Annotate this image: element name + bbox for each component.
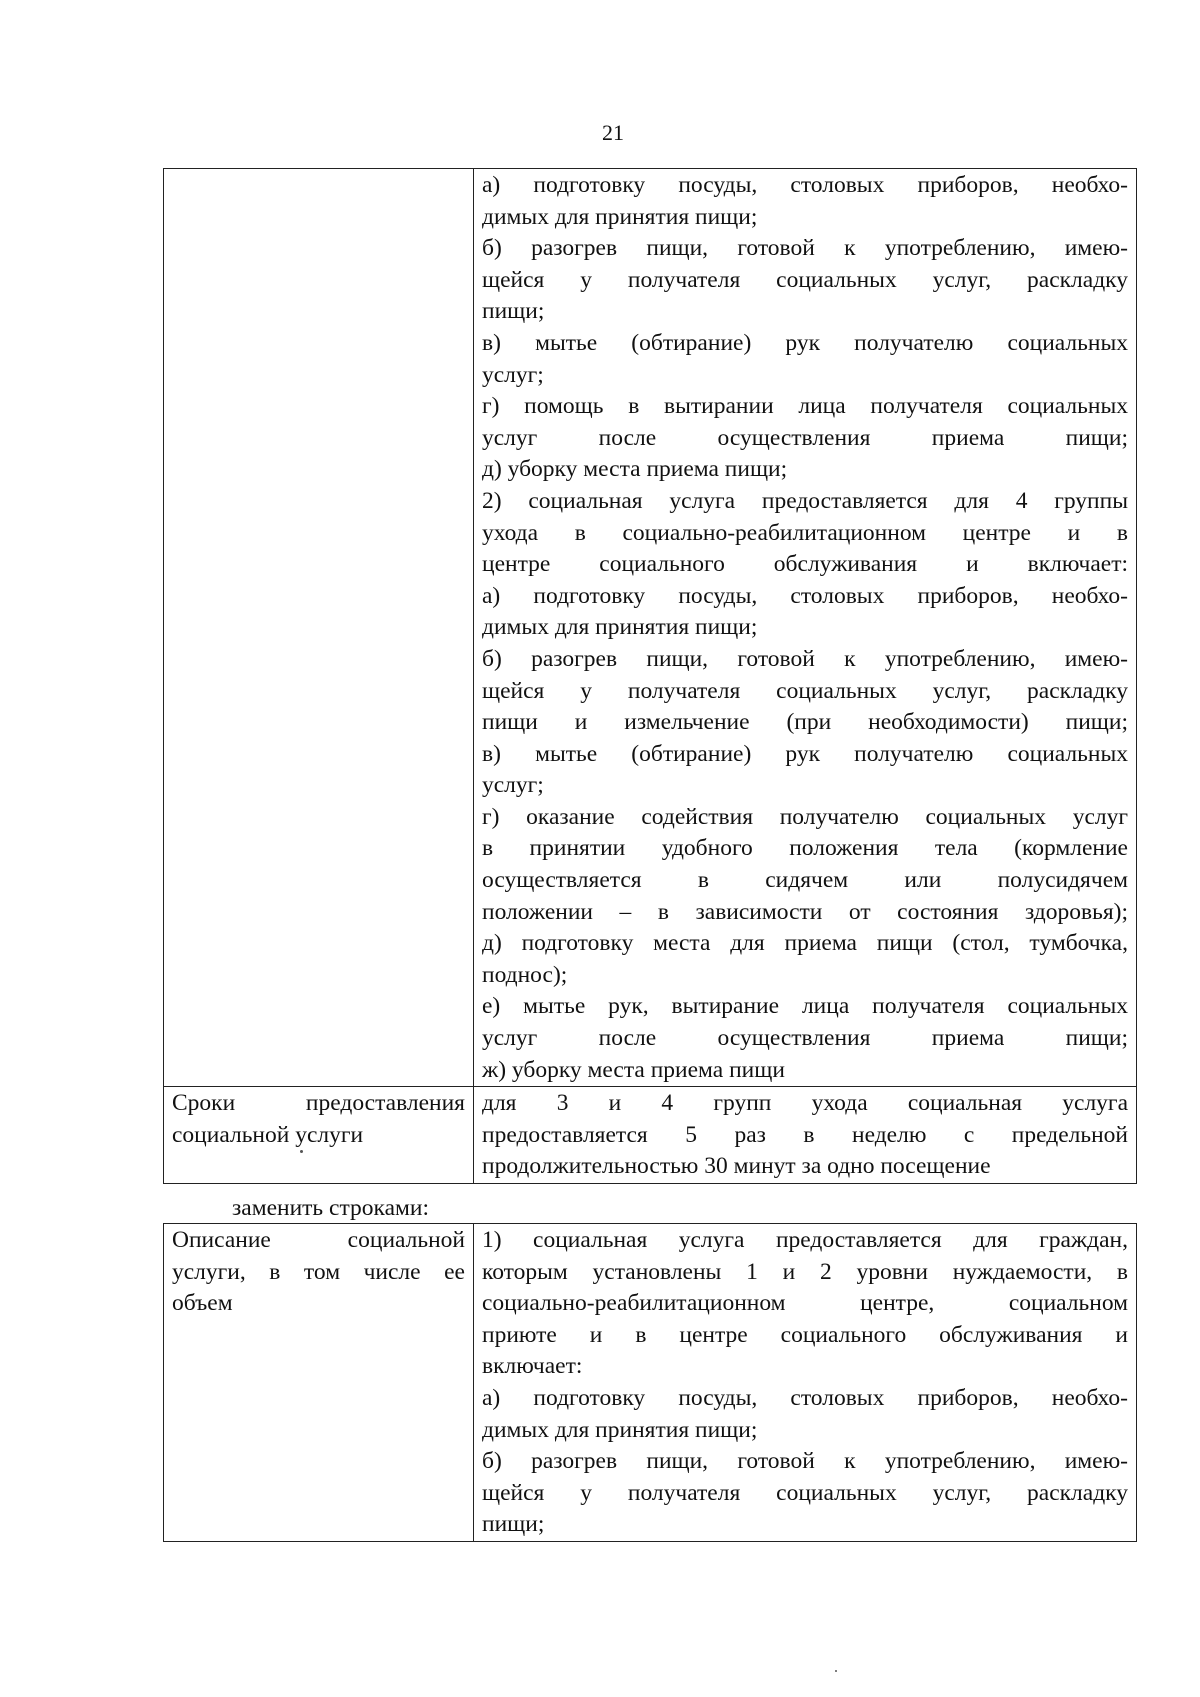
text-line: пищи; — [482, 1511, 545, 1538]
text-line: в) мытье (обтирание) рук получателю социальных — [482, 740, 1128, 767]
text-line: 1) социальная услуга предоставляется для граждан, — [482, 1227, 1128, 1253]
scan-speck — [835, 1670, 837, 1672]
row-label-cell — [164, 1087, 474, 1184]
text-line: объем — [172, 1290, 233, 1317]
text-line: которым установлены 1 и 2 уровни нуждаемости, в — [482, 1258, 1128, 1285]
service-table-replacement — [163, 1223, 1137, 1542]
text-line: социальной услуги — [172, 1121, 364, 1148]
text-line: б) разогрев пищи, готовой к употреблению, имею- — [482, 645, 1128, 672]
text-line: ухода в социально-реабилитационном центре и в — [482, 519, 1128, 546]
text-line: а) подготовку посуды, столовых приборов, необхо- — [482, 172, 1128, 198]
table-row — [164, 169, 1137, 1087]
text-line: продолжительностью 30 минут за одно посещение — [482, 1153, 991, 1180]
text-line: пищи; — [482, 298, 545, 325]
text-line: щейся у получателя социальных услуг, раскладку — [482, 677, 1128, 704]
page-number: 21 — [602, 120, 624, 145]
text-line: 2) социальная услуга предоставляется для 4 группы — [482, 487, 1128, 514]
text-line: предоставляется 5 раз в неделю с предельной — [482, 1121, 1128, 1148]
text-line: г) помощь в вытирании лица получателя социальных — [482, 393, 1128, 420]
text-line: для 3 и 4 групп ухода социальная услуга — [482, 1090, 1128, 1117]
text-line: е) мытье рук, вытирание лица получателя социальных — [482, 993, 1128, 1020]
text-line: услуг после осуществления приема пищи; — [482, 1025, 1128, 1052]
text-line: а) подготовку посуды, столовых приборов, необхо- — [482, 582, 1128, 609]
text-line: услуг; — [482, 772, 544, 799]
text-line: б) разогрев пищи, готовой к употреблению, имею- — [482, 235, 1128, 262]
text-line: г) оказание содействия получателю социальных услуг — [482, 803, 1128, 830]
text-line: щейся у получателя социальных услуг, раскладку — [482, 1479, 1128, 1506]
text-line: д) уборку места приема пищи; — [482, 456, 788, 483]
table-row — [164, 1087, 1137, 1184]
text-line: включает: — [482, 1353, 583, 1380]
text-line: пищи и измельчение (при необходимости) пищи; — [482, 709, 1128, 736]
text-line: в) мытье (обтирание) рук получателю социальных — [482, 329, 1128, 356]
row-label-cell — [164, 1224, 474, 1542]
text-line: центре социального обслуживания и включает: — [482, 551, 1128, 578]
text-lines — [172, 1088, 465, 1151]
text-line: осуществляется в сидячем или полусидячем — [482, 867, 1128, 894]
text-line: услуг после осуществления приема пищи; — [482, 424, 1128, 451]
text-line: Описание социальной — [172, 1227, 465, 1253]
text-line: щейся у получателя социальных услуг, раскладку — [482, 266, 1128, 293]
text-line: услуг; — [482, 361, 544, 388]
scan-speck — [300, 1150, 303, 1153]
text-line: положении – в зависимости от состояния здоровья); — [482, 898, 1128, 925]
text-lines — [482, 170, 1128, 1086]
row-label-cell — [164, 169, 474, 1087]
text-lines — [482, 1225, 1128, 1541]
table-row — [164, 1224, 1137, 1542]
text-line: д) подготовку места для приема пищи (стол, тумбочка, — [482, 930, 1128, 957]
text-line: ж) уборку места приема пищи — [482, 1056, 785, 1083]
text-line: димых для принятия пищи; — [482, 203, 758, 230]
text-line: б) разогрев пищи, готовой к употреблению, имею- — [482, 1448, 1128, 1475]
text-line: димых для принятия пищи; — [482, 1416, 758, 1443]
row-description-cell — [474, 169, 1137, 1087]
text-line: в принятии удобного положения тела (кормление — [482, 835, 1128, 862]
text-line: услуги, в том числе ее — [172, 1258, 465, 1285]
row-description-cell — [474, 1087, 1137, 1184]
text-line: поднос); — [482, 961, 568, 988]
service-table-existing — [163, 168, 1137, 1184]
replace-instruction: заменить строками: — [232, 1195, 429, 1221]
text-line: димых для принятия пищи; — [482, 614, 758, 641]
row-description-cell — [474, 1224, 1137, 1542]
text-line: приюте и в центре социального обслуживания и — [482, 1321, 1128, 1348]
text-line: социально-реабилитационном центре, социальном — [482, 1290, 1128, 1317]
text-line: а) подготовку посуды, столовых приборов, необхо- — [482, 1384, 1128, 1411]
text-lines — [482, 1088, 1128, 1183]
text-line: Сроки предоставления — [172, 1090, 465, 1117]
text-lines — [172, 1225, 465, 1320]
